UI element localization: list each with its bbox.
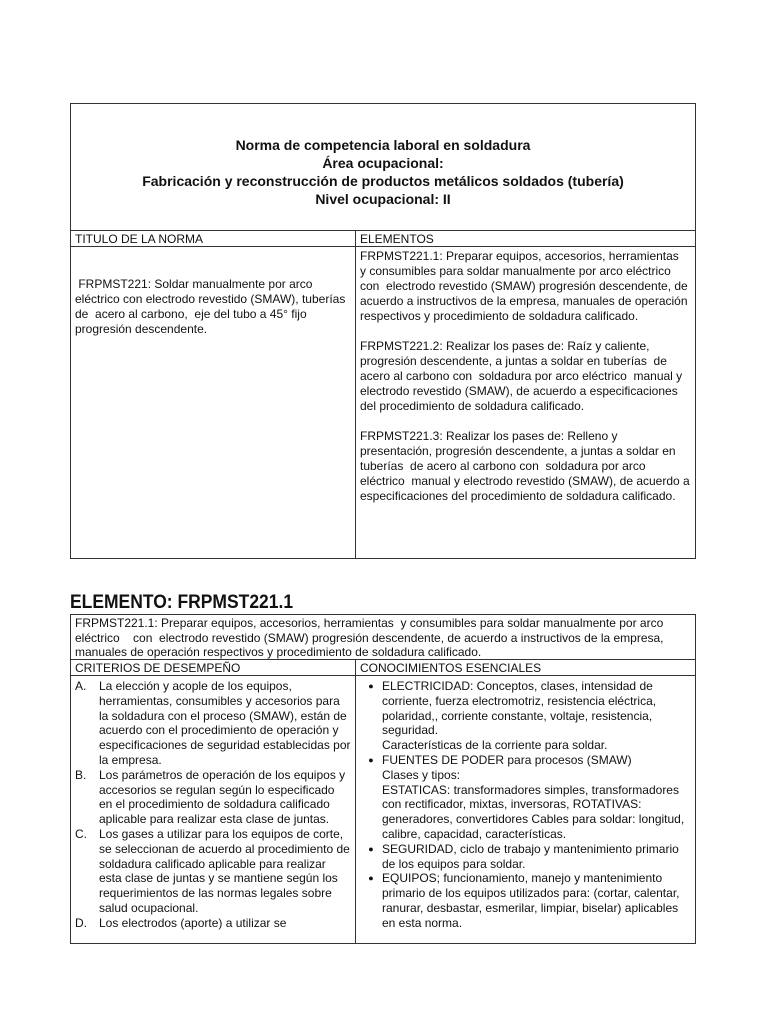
- elemento-item: FRPMST221.2: Realizar los pases de: Raíz y caliente, progresión descendente, a juntas a soldar en tuberías de acero al carbono con soldadura por arco eléctrico manual y electrodo revestido (SMAW), de acuerdo a especificaciones del procedimiento de soldadura calificado.: [360, 339, 686, 413]
- conocimientos-cell: [356, 676, 695, 943]
- elementos-cell: [356, 247, 695, 558]
- header-title: Norma de competencia laboral en soldadura: [235, 137, 531, 153]
- criterios-cell: [71, 676, 356, 943]
- criterio-label: A.: [75, 679, 87, 693]
- conocimiento-subtext: Clases y tipos:: [382, 767, 461, 782]
- criterio-text: Los gases a utilizar para los equipos de corte, se seleccionan de acuerdo al procedimiento de soldadura calificado aplicable para realizar esta clase de juntas y se mantiene según los requerimientos de las normas legales sobre salud ocupacional.: [99, 826, 350, 915]
- element-description: FRPMST221.1: Preparar equipos, accesorios, herramientas y consumibles para soldar manualmente por arco eléctrico con electrodo revestido (SMAW) progresión descendente, de acuerdo a instructivos de la empresa, manuales de operación respectivos y procedimiento de soldadura calificado.: [71, 615, 695, 660]
- col-header-conocimientos: CONOCIMIENTOS ESENCIALES: [356, 660, 695, 676]
- conocimiento-text: EQUIPOS; funcionamiento, manejo y mantenimiento primario de los equipos utilizados para: (cortar, calentar, ranurar, desbastar, esmerilar, limpiar, biselar) aplicables en esta norma.: [382, 871, 680, 930]
- conocimiento-item: [360, 679, 691, 738]
- conocimiento-text: FUENTES DE PODER para procesos (SMAW): [382, 752, 632, 767]
- table-header: [71, 104, 695, 231]
- criterio-text: Los parámetros de operación de los equipos y accesorios se regulan según lo especificado en el procedimiento de soldadura calificado aplicable para realizar esta clase de juntas.: [99, 767, 346, 827]
- norma-title-text: FRPMST221: Soldar manualmente por arco eléctrico con electrodo revestido (SMAW), tuberías de acero al carbono, eje del tubo a 45° fijo progresión descendente.: [75, 277, 349, 336]
- bullet-icon: ●: [368, 843, 374, 854]
- conocimiento-text: ELECTRICIDAD: Conceptos, clases, intensidad de corriente, fuerza electromotriz, resistencia eléctrica, polaridad,, corriente constante, voltaje, resistencia, seguridad.: [382, 679, 657, 738]
- header-area-label: Área ocupacional:: [322, 155, 444, 171]
- element-heading: ELEMENTO: FRPMST221.1: [70, 592, 294, 613]
- element-table: [70, 614, 696, 944]
- col-header-elementos: ELEMENTOS: [356, 231, 695, 247]
- bullet-icon: ●: [368, 873, 374, 884]
- criterio-text: La elección y acople de los equipos, herramientas, consumibles y accesorios para la soldadura con el proceso (SMAW), están de acuerdo con el procedimiento de operación y especificaciones de seguridad establecidas por la empresa.: [99, 679, 351, 767]
- conocimiento-item: [360, 871, 691, 930]
- conocimiento-item: [360, 842, 691, 872]
- criterio-item: [75, 916, 351, 931]
- conocimiento-subtext: Características de la corriente para soldar.: [382, 738, 608, 753]
- elemento-item: FRPMST221.3: Realizar los pases de: Relleno y presentación, progresión descendente, a juntas a soldar en tuberías de acero al carbono con soldadura por arco eléctrico manual y electrodo revestido (SMAW), de acuerdo a especificaciones del procedimiento de soldadura calificado.: [360, 429, 694, 503]
- criterio-item: [75, 679, 351, 768]
- conocimiento-text: SEGURIDAD, ciclo de trabajo y mantenimiento primario de los equipos para soldar.: [382, 841, 679, 871]
- criterio-item: [75, 827, 351, 916]
- col-header-titulo: TITULO DE LA NORMA: [71, 231, 356, 247]
- conocimiento-item: [360, 753, 691, 768]
- criterio-label: C.: [75, 826, 87, 841]
- bullet-icon: ●: [368, 754, 374, 765]
- criterio-text: Los electrodos (aporte) a utilizar se: [99, 915, 287, 930]
- header-level: Nivel ocupacional: II: [315, 191, 451, 207]
- criterio-label: D.: [75, 915, 87, 930]
- bullet-icon: ●: [368, 681, 374, 691]
- header-area-value: Fabricación y reconstrucción de productos metálicos soldados (tubería): [142, 173, 624, 189]
- criterio-label: B.: [75, 767, 87, 782]
- criterio-item: [75, 768, 351, 827]
- norma-table: [70, 103, 696, 559]
- col-header-criterios: CRITERIOS DE DESEMPEÑO: [71, 660, 356, 676]
- norma-title-cell: [71, 247, 356, 558]
- elemento-item: FRPMST221.1: Preparar equipos, accesorios, herramientas y consumibles para soldar manualmente por arco eléctrico con electrodo revestido (SMAW) progresión descendente, de acuerdo a instructivos de la empresa, manuales de operación respectivos y procedimiento de soldadura calificado.: [360, 249, 692, 323]
- conocimiento-subtext: ESTATICAS: transformadores simples, transformadores con rectificador, mixtas, inversoras, ROTATIVAS: generadores, convertidores Cables para soldar: longitud, calibre, capacidad, características.: [382, 782, 685, 841]
